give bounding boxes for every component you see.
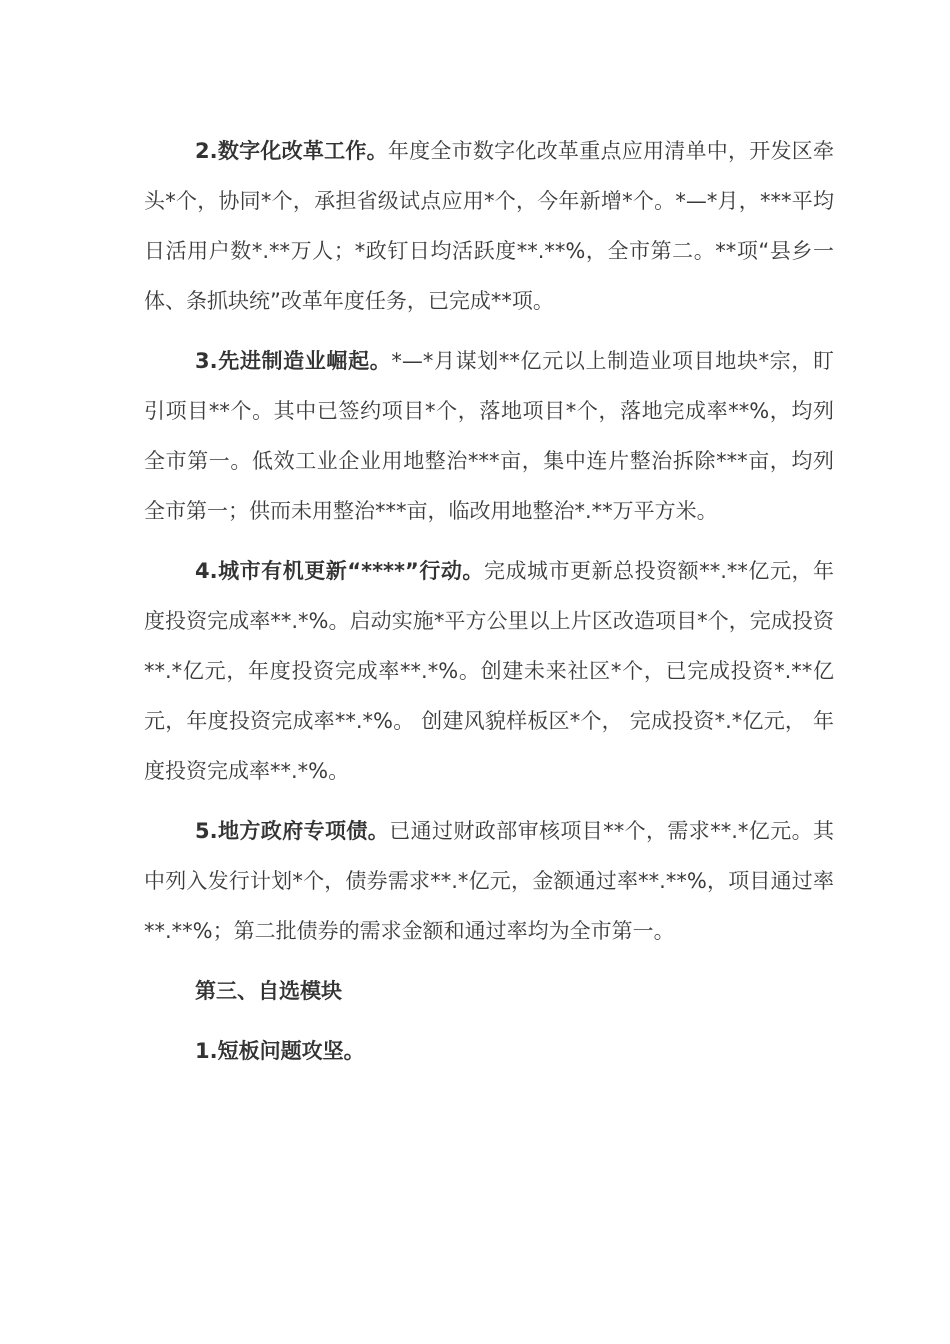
paragraph-special-bonds [144, 806, 834, 956]
paragraph-body: 完成城市更新总投资额**.**亿元，年度投资完成率**.*%。启动实施*平方公里以上片区改造项目*个，完成投资**.*亿元，年度投资完成率**.*%。创建未来社区*个，已完成投资*.**亿元，年度投资完成率**.*%。 创建风貌样板区*个， 完成投资*.*亿元， 年度投资完成率**.*%。 [144, 559, 834, 783]
paragraph-advanced-manufacturing [144, 336, 834, 536]
section-heading: 第三、自选模块 [195, 979, 342, 1003]
paragraph-urban-renewal [144, 546, 834, 796]
paragraph-lead: 2.数字化改革工作。 [195, 139, 388, 163]
sub-heading: 1.短板问题攻坚。 [195, 1039, 365, 1063]
paragraph-body: *—*月谋划**亿元以上制造业项目地块*宗，盯引项目**个。其中已签约项目*个，落地项目*个，落地完成率**%，均列全市第一。低效工业企业用地整治***亩，集中连片整治拆除***亩，均列全市第一；供而未用整治***亩，临改用地整治*.**万平方米。 [144, 349, 835, 523]
paragraph-lead: 4.城市有机更新“****”行动。 [195, 559, 484, 583]
paragraph-lead: 5.地方政府专项债。 [195, 819, 390, 843]
paragraph-lead: 3.先进制造业崛起。 [195, 349, 392, 373]
paragraph-body: 已通过财政部审核项目**个，需求**.*亿元。其中列入发行计划*个，债券需求**.*亿元，金额通过率**.**%，项目通过率**.**%；第二批债券的需求金额和通过率均为全市第一。 [144, 819, 834, 943]
document-page [144, 126, 834, 1086]
paragraph-digital-reform [144, 126, 834, 326]
paragraph-body: 年度全市数字化改革重点应用清单中，开发区牵头*个，协同*个，承担省级试点应用*个，今年新增*个。*—*月，***平均日活用户数*.**万人；*政钉日均活跃度**.**%，全市第二。**项“县乡一体、条抓块统”改革年度任务，已完成**项。 [144, 139, 834, 313]
